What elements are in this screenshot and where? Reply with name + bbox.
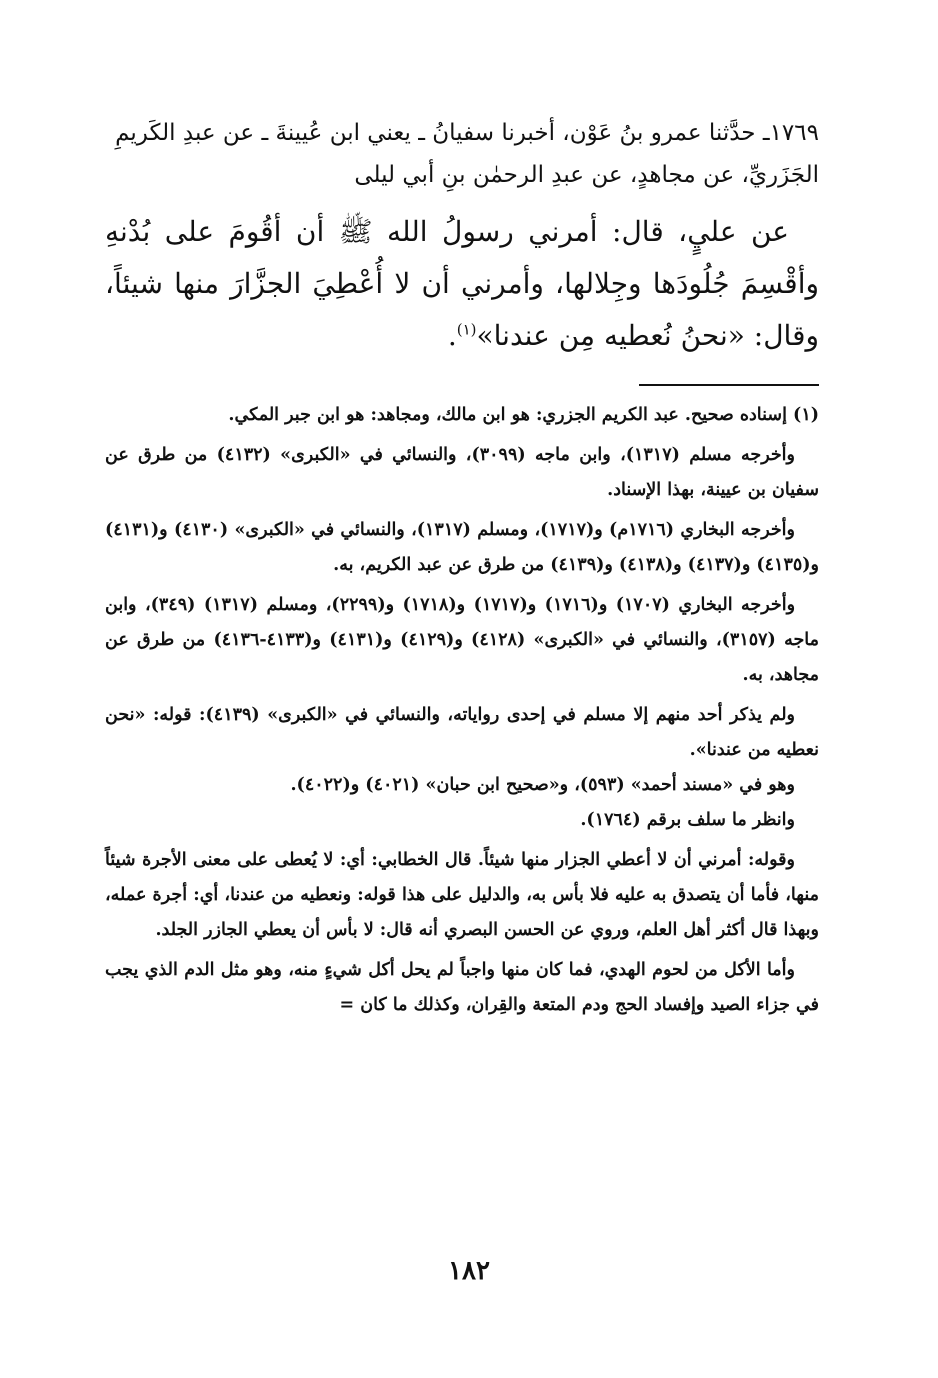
footnote-1: (١) إسناده صحيح. عبد الكريم الجزري: هو ابن مالك، ومجاهد: هو ابن جبر المكي. [228,405,819,425]
footnote-paragraph: وهو في «مسند أحمد» (٥٩٣)، و«صحيح ابن حبان» (٤٠٢١) و(٤٠٢٢). [290,775,795,795]
footnote-paragraph: وانظر ما سلف برقم (١٧٦٤). [580,810,795,830]
hadith-isnad [105,112,819,196]
isnad-line-2: الجَزَريِّ، عن مجاهدٍ، عن عبدِ الرحمٰن بنِ أبي ليلى [354,162,819,188]
footnote-paragraph: وأخرجه البخاري (١٧١٦م) و(١٧١٧)، ومسلم (١٣١٧)، والنسائي في «الكبرى» (٤١٣٠) و(٤١٣١) و(٤١٣٥) و(٤١٣٧) و(٤١٣٨) و(٤١٣٩) من طرق عن عبد الكريم، به. [105,520,819,575]
footnote-paragraph: وقوله: أمرني أن لا أعطي الجزار منها شيئاً. قال الخطابي: أي: لا يُعطى على معنى الأجرة شيئاً منها، فأما أن يتصدق به عليه فلا بأس به، والدليل على هذا قوله: ونعطيه من عندنا، أي: أجرة عمله، وبهذا قال أكثر أهل العلم، وروي عن الحسن البصري أنه قال: لا بأس أن يعطي الجازر الجلد. [105,850,819,940]
page-body [105,112,819,1023]
hadith-matn [105,206,819,362]
footnote-paragraph: وأخرجه مسلم (١٣١٧)، وابن ماجه (٣٠٩٩)، والنسائي في «الكبرى» (٤١٣٢) من طرق عن سفيان بن عيينة، بهذا الإسناد. [105,445,819,500]
matn-text: عن عليٍ، قال: أمرني رسولُ الله ﷺ أن أقُومَ على بُدْنهِ وأقْسِمَ جُلُودَها وجِلالها، وأمرني أن لا أُعْطِيَ الجزَّارَ منها شيئاً، وقال: «نحنُ نُعطيه مِن عندنا» [105,215,819,352]
footnote-paragraph: وأخرجه البخاري (١٧٠٧) و(١٧١٦) و(١٧١٧) و(١٧١٨) و(٢٢٩٩)، ومسلم (١٣١٧) (٣٤٩)، وابن ماجه (٣١٥٧)، والنسائي في «الكبرى» (٤١٢٨) و(٤١٢٩) و(٤١٣١) و(٤١٣٣-٤١٣٦) من طرق عن مجاهد، به. [105,595,819,685]
footnote-separator [639,384,819,386]
matn-end: . [447,319,457,352]
isnad-line-1: ١٧٦٩ـ حدَّثنا عمرو بنُ عَوْن، أخبرنا سفيانُ ـ يعني ابن عُيينةَ ـ عن عبدِ الكَريمِ [115,120,819,146]
footnote-paragraph: وأما الأكل من لحوم الهدي، فما كان منها واجباً لم يحل أكل شيءٍ منه، وهو مثل الدم الذي يجب في جزاء الصيد وإفساد الحج ودم المتعة والقِران، وكذلك ما كان = [105,960,819,1015]
footnote-marker: (١) [456,320,477,339]
footnote-paragraph: ولم يذكر أحد منهم إلا مسلم في إحدى رواياته، والنسائي في «الكبرى» (٤١٣٩): قوله: «نحن نعطيه من عندنا». [105,705,819,760]
page-number: ١٨٢ [448,1256,490,1286]
